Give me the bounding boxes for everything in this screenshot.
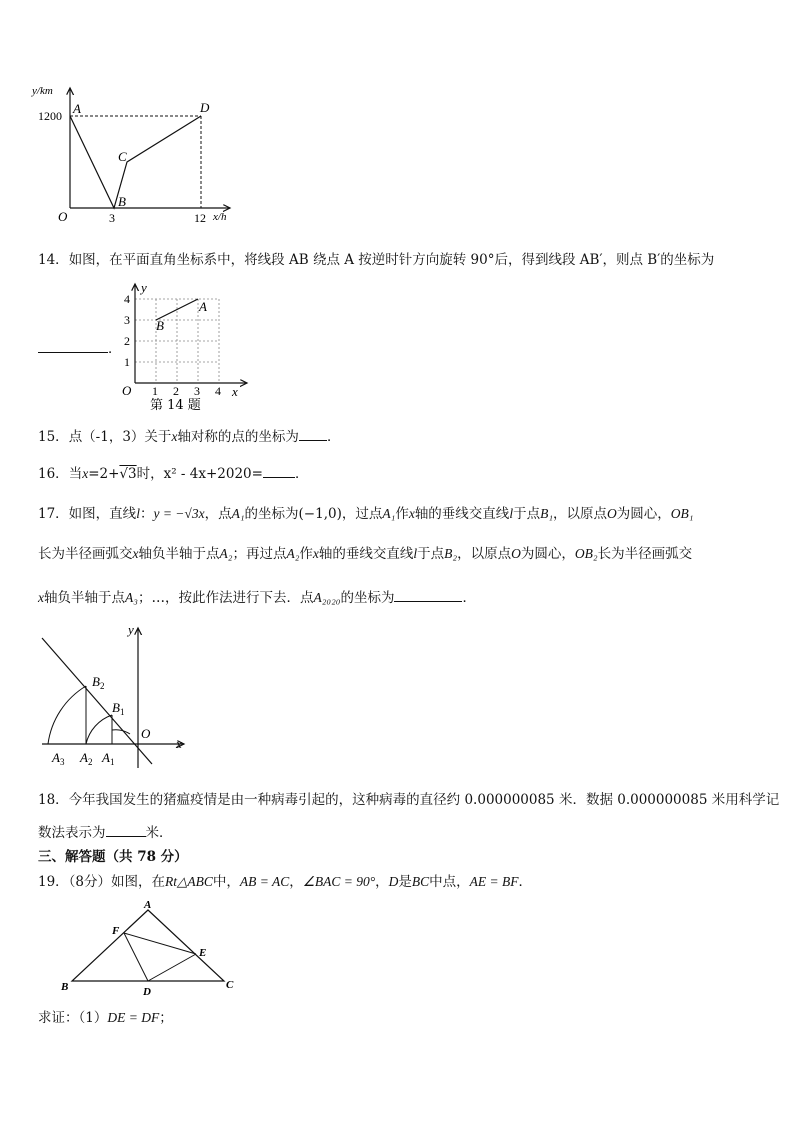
q17-label-A1: $A_1$ [102, 750, 115, 767]
q19-text-i: 是 [398, 874, 412, 890]
q19-text-m: ． [518, 874, 533, 890]
q19-ab-ac: AB = AC [239, 874, 290, 889]
q17-l1-A1b: A₁ [382, 506, 396, 521]
q17-l3-A2020: A₂₀₂₀ [313, 590, 341, 605]
q14-y-tick-3: 3 [124, 313, 130, 327]
q17-line3 [38, 587, 476, 607]
q17-l2-h: 为圆心， [520, 546, 575, 562]
q17-l1-e: ，过点 [341, 506, 383, 522]
q14-y-tick-2: 2 [124, 334, 130, 348]
q17-l2-x: x [132, 546, 139, 561]
q16-question [38, 463, 308, 483]
q17-l1-g: 轴的垂线交直线 [414, 506, 510, 522]
q17-l1-A1: A₁ [231, 506, 245, 521]
q17-line2 [38, 545, 692, 563]
q17-l1-f: 作 [395, 506, 409, 522]
q13-point-C: C [118, 149, 127, 164]
q13-path-polyline [70, 116, 201, 208]
q17-coord: (−1,0) [298, 506, 342, 522]
q14-axis-x: x [232, 384, 238, 399]
q19-label-C: C [226, 979, 234, 991]
q17-l2-x2: x [312, 546, 319, 561]
q14-x-tick-3: 3 [194, 384, 200, 398]
q17-l1-l: l [136, 506, 140, 521]
q14-y-tick-4: 4 [124, 292, 130, 306]
q14-x-tick-4: 4 [215, 384, 221, 398]
q19-ae-bf: AE = BF [469, 874, 519, 889]
q17-l2-c: ；再过点 [232, 546, 287, 562]
q17-label-A3: $A_3$ [52, 750, 65, 767]
q19-angle: ∠BAC = 90° [302, 874, 376, 889]
q17-l1-x: x [408, 506, 415, 521]
q14-text: 如图，在平面直角坐标系中，将线段 AB 绕点 A 按逆时针方向旋转 90°后，得到线段 AB′，则点 B′的坐标为 [68, 252, 715, 268]
q13-origin: O [58, 209, 68, 224]
q17-line-l [42, 638, 152, 764]
q19-segment-ED [148, 954, 196, 981]
q17-l1-d: 的坐标为 [244, 506, 299, 522]
q13-y-label: y/km [32, 85, 53, 97]
q17-l1-a: 17．如图，直线 [38, 506, 137, 522]
q19-BC: BC [411, 874, 430, 889]
q17-l2-OB2: OB₂ [574, 546, 598, 561]
q17-l2-e: 轴的垂线交直线 [318, 546, 414, 562]
q19-proof-b: DE = DF [107, 1010, 160, 1025]
q17-arc-1 [86, 715, 112, 744]
q13-point-B: B [118, 194, 126, 209]
q17-l3-b: ；…，按此作法进行下去．点 [137, 590, 314, 606]
q19-label-A: A [144, 899, 152, 911]
q17-label-A2: $A_2$ [80, 750, 93, 767]
q16-text-c: 时， [136, 466, 164, 482]
q18-text: 18．今年我国发生的猪瘟疫情是由一种病毒引起的，这种病毒的直径约 0.000000085 米．数据 0.000000085 米用科学记 [38, 792, 780, 808]
q17-axis-x: x [176, 736, 182, 751]
q15-question [38, 426, 340, 446]
q17-l2-g: ，以原点 [457, 546, 512, 562]
q17-l2-f: 于点 [417, 546, 445, 562]
q15-answer-blank[interactable] [299, 426, 327, 441]
q15-tail: ． [326, 429, 341, 445]
q19-label-B: B [61, 981, 69, 993]
q18-line1 [38, 791, 779, 809]
q14-answer-line [38, 338, 122, 358]
q19-triangle-figure [58, 898, 248, 1000]
q19-D: D [388, 874, 399, 889]
q19-text-k: 中点， [429, 874, 470, 890]
q17-l2-A2b: A₂ [286, 546, 300, 561]
q13-x-tick-3: 3 [109, 211, 115, 225]
q17-l1-B1: B₁ [540, 506, 554, 521]
q17-line1 [38, 505, 693, 523]
q14-x-tick-1: 1 [152, 384, 158, 398]
q19-segment-FE [124, 933, 196, 954]
q17-l1-h: 于点 [513, 506, 541, 522]
q13-x-tick-12: 12 [194, 211, 206, 225]
q19-text-e: ， [289, 874, 303, 890]
q14-label-B: B [156, 318, 164, 333]
q17-label-B1: $B_1$ [112, 700, 125, 717]
q18-line2 [38, 822, 173, 842]
q13-x-label: x/h [213, 211, 227, 223]
q15-text-a: 点（-1，3）关于 [68, 429, 172, 445]
q17-label-B2: $B_2$ [92, 674, 105, 691]
q17-l1-OB1: OB₁ [670, 506, 694, 521]
q16-answer-blank[interactable] [263, 463, 295, 478]
q15-var-x: x [171, 429, 178, 444]
q16-text-a: 当 [68, 466, 83, 482]
q13-point-A: A [73, 101, 81, 116]
q17-figure [38, 620, 198, 770]
q17-line-equation: y = −√3x [153, 506, 205, 521]
section3-title-text: 三、解答题（共 78 分） [38, 849, 188, 865]
q14-x-tick-2: 2 [173, 384, 179, 398]
q14-grid-figure [112, 280, 262, 415]
q17-l2-d: 作 [299, 546, 313, 562]
q16-text-b: =2+ [88, 466, 120, 482]
q19-text-c: 中， [212, 874, 240, 890]
q19-triangle-ABC [72, 910, 224, 981]
q13-point-D: D [200, 100, 210, 115]
q16-number: 16． [38, 466, 69, 482]
q17-l2-b: 轴负半轴于点 [138, 546, 220, 562]
q14-origin: O [122, 383, 132, 398]
q17-arc-2 [48, 686, 86, 744]
q14-tail: ． [108, 341, 122, 357]
q19-proof-a: 求证：（1） [38, 1010, 108, 1026]
q17-l1-c: ，点 [204, 506, 232, 522]
section3-title [38, 848, 188, 866]
q19-label-D: D [143, 986, 151, 998]
q15-number: 15． [38, 429, 69, 445]
q14-axis-y: y [141, 280, 147, 295]
q17-l2-B2: B₂ [444, 546, 458, 561]
q17-l2-A2: A₂ [219, 546, 233, 561]
q17-l1-O: O [607, 506, 617, 521]
q16-expression: x² - 4x+2020= [163, 466, 263, 482]
q17-l3-x: x [38, 590, 44, 605]
q17-l2-l: l [413, 546, 418, 561]
q13-y-tick: 1200 [38, 109, 62, 123]
q17-l1-i: ，以原点 [553, 506, 608, 522]
q17-l2-a: 长为半径画弧交 [38, 546, 133, 562]
q17-origin: O [141, 726, 151, 741]
q17-l1-l2: l [509, 506, 514, 521]
q16-var-x: x [82, 466, 89, 481]
q19-text-a: 19．（8分）如图，在 [38, 874, 166, 890]
q18-text-a: 数法表示为 [38, 825, 106, 841]
q17-l2-O: O [511, 546, 521, 561]
q18-answer-blank[interactable] [106, 822, 146, 837]
q16-radical: √3 [119, 466, 137, 482]
q17-l3-c: 的坐标为 [340, 590, 395, 606]
q17-l3-tail: ． [462, 590, 476, 606]
q17-l1-j: 为圆心， [616, 506, 671, 522]
q17-l1-b: ： [139, 506, 154, 522]
q17-l2-i: 长为半径画弧交 [597, 546, 693, 562]
q18-text-b: 米． [145, 825, 173, 841]
q17-l3-a: 轴负半轴于点 [44, 590, 125, 606]
q19-triangle: Rt△ABC [165, 874, 213, 889]
q19-proof-c: ； [159, 1010, 173, 1026]
q19-proof [38, 1009, 173, 1027]
q14-caption: 第 14 题 [150, 398, 201, 413]
q17-arc-small [112, 730, 130, 734]
q19-text-g: ， [375, 874, 389, 890]
q14-answer-blank[interactable] [38, 338, 108, 353]
q16-tail: ． [294, 466, 309, 482]
q14-y-tick-1: 1 [124, 355, 130, 369]
q17-axis-y: y [128, 622, 134, 637]
q14-question [38, 251, 714, 269]
q14-number: 14． [38, 252, 69, 268]
q19-label-E: E [199, 947, 207, 959]
q19-label-F: F [112, 925, 120, 937]
q14-label-A: A [199, 299, 207, 314]
q15-text-b: 轴对称的点的坐标为 [177, 429, 299, 445]
q19-question [38, 873, 532, 891]
q17-l3-A3: A₃ [125, 590, 138, 605]
q19-segment-FD [124, 933, 148, 981]
q17-answer-blank[interactable] [394, 587, 462, 602]
q13-travel-graph [30, 80, 245, 230]
